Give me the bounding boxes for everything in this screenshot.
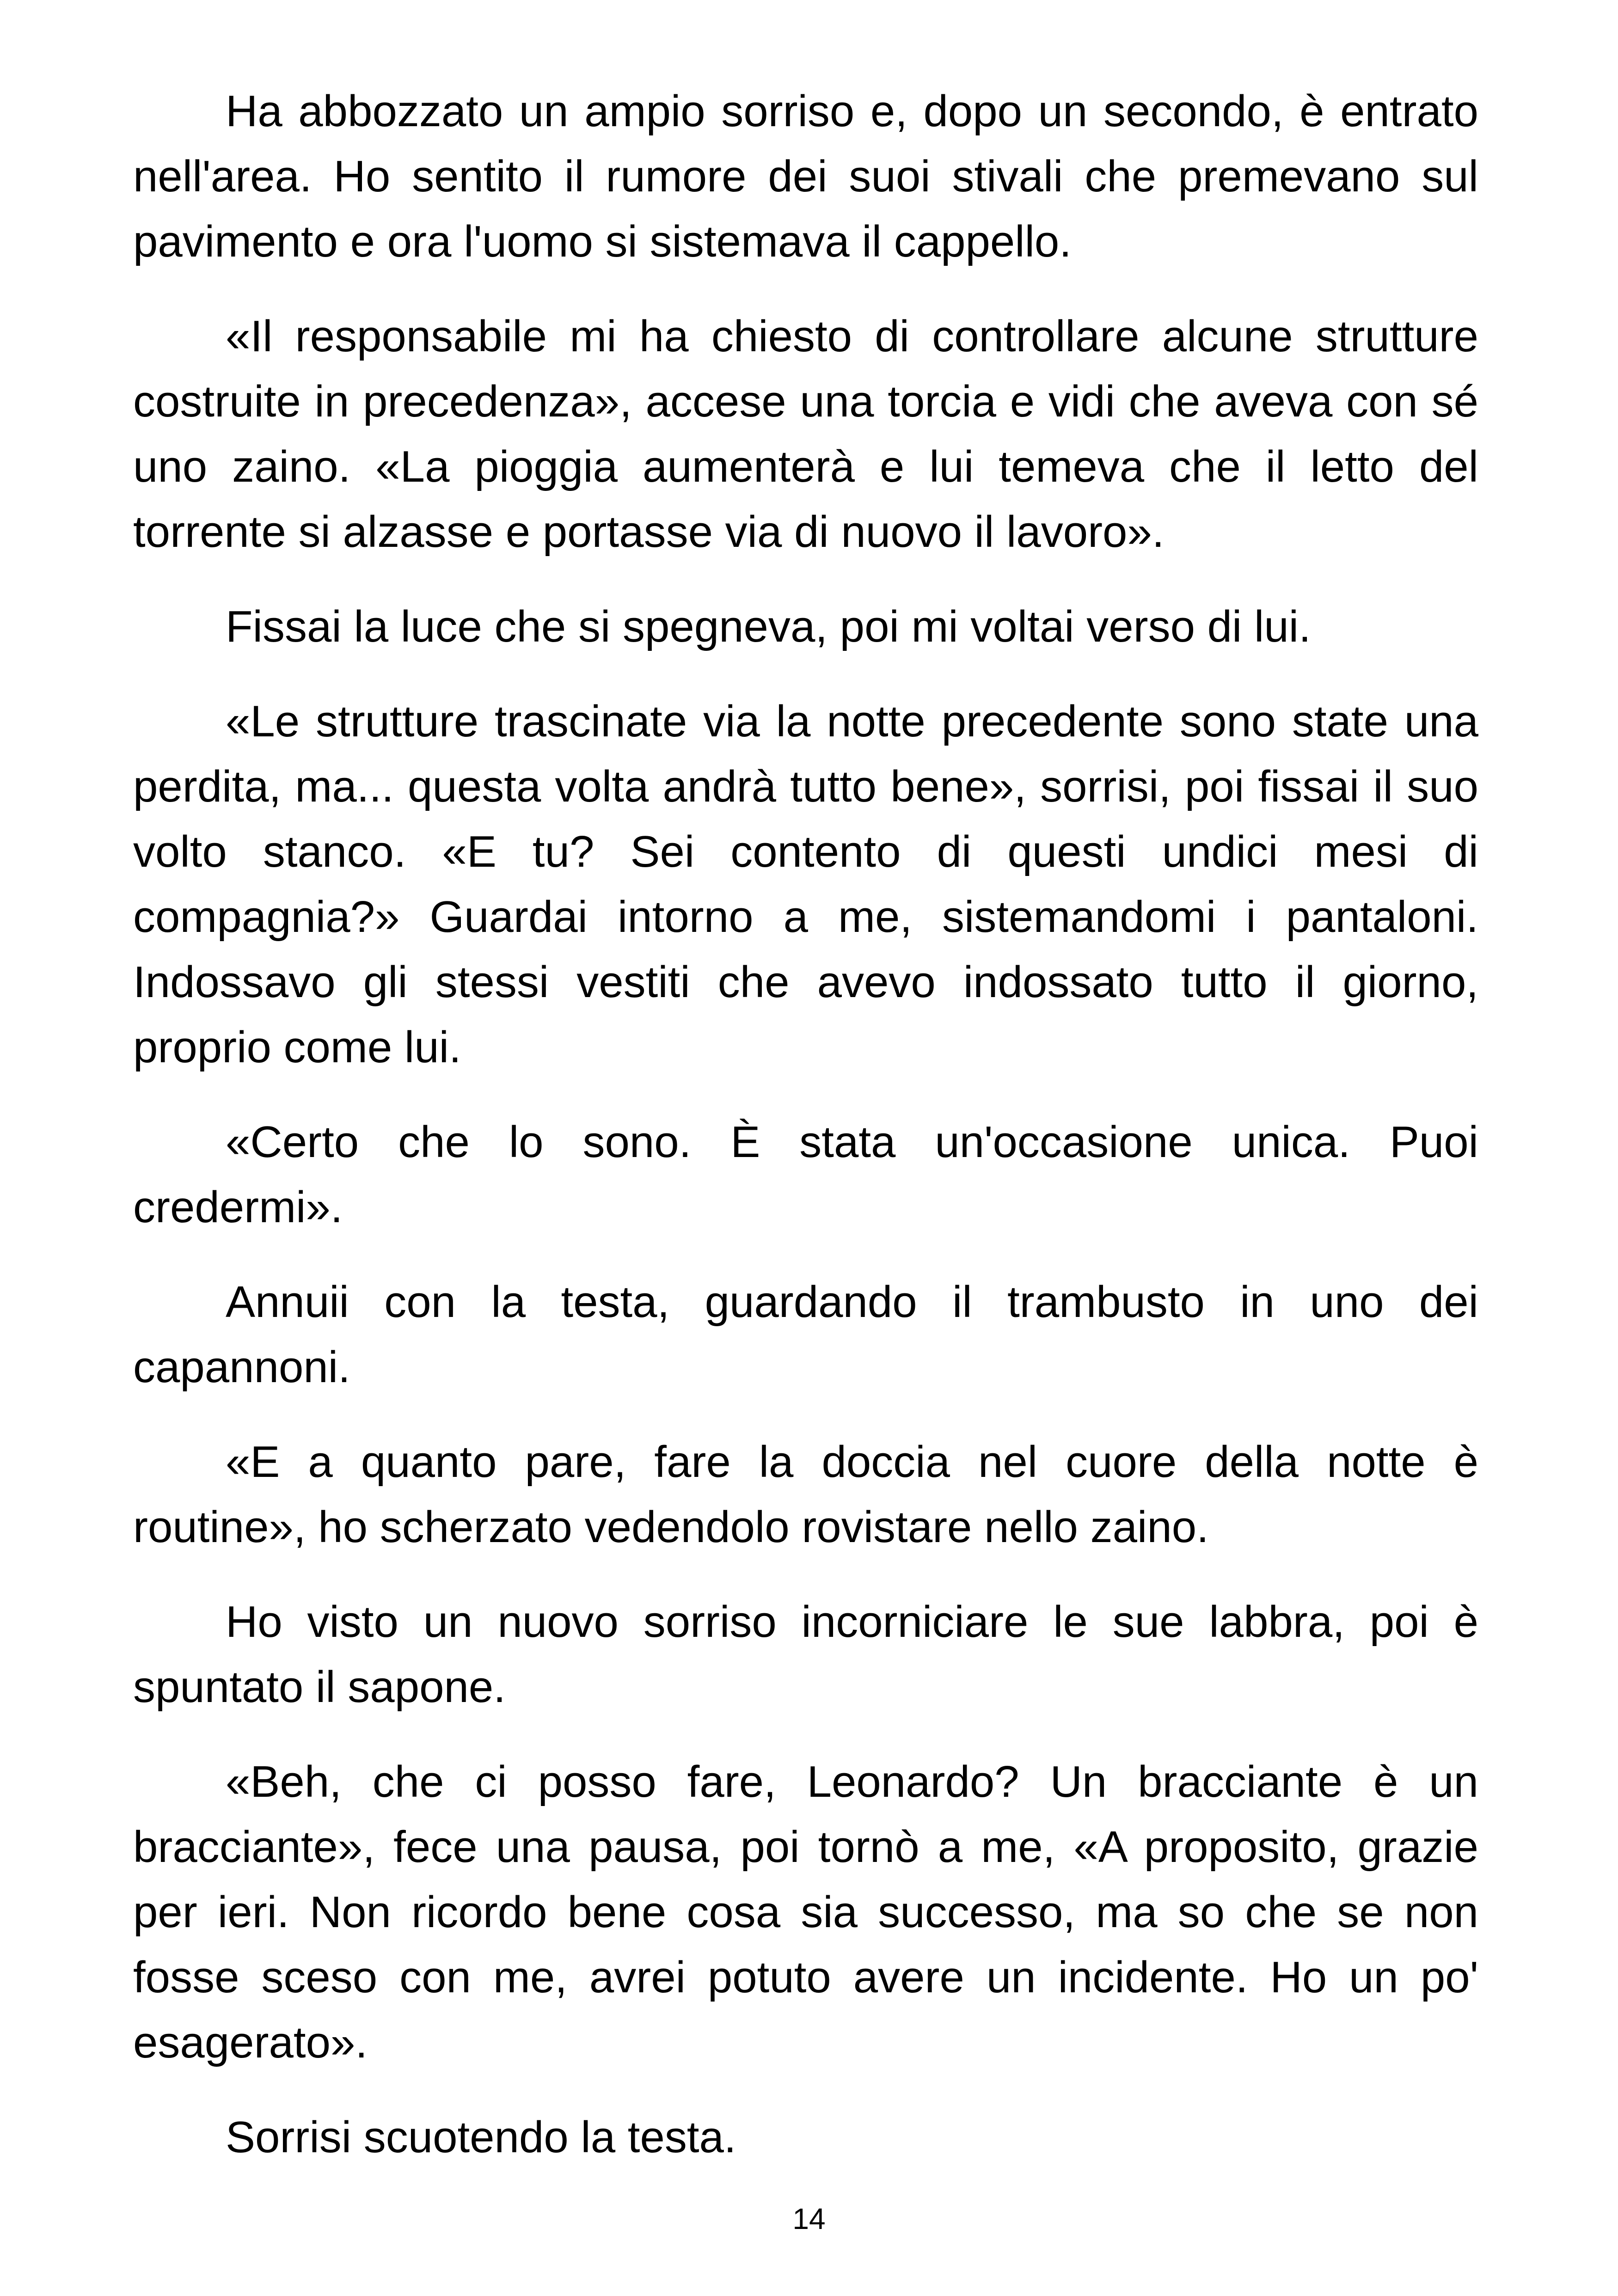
page-body xyxy=(133,79,1478,2199)
paragraph: Sorrisi scuotendo la testa. xyxy=(226,2112,736,2162)
paragraph: Fissai la luce che si spegneva, poi mi voltai verso di lui. xyxy=(226,602,1311,651)
paragraph: «Le strutture trascinate via la notte precedente sono state una perdita, ma... questa volta andrà tutto bene», sorrisi, poi fissai il suo volto stanco. «E tu? Sei contento di questi undici mesi di compagnia?» Guardai intorno a me, sistemandomi i pantaloni. Indossavo gli stessi vestiti che avevo indossato tutto il giorno, proprio come lui. xyxy=(133,697,1478,1072)
paragraph: «E a quanto pare, fare la doccia nel cuore della notte è routine», ho scherzato vedendolo rovistare nello zaino. xyxy=(133,1437,1478,1552)
paragraph: «Il responsabile mi ha chiesto di controllare alcune strutture costruite in precedenza», accese una torcia e vidi che aveva con sé uno zaino. «La pioggia aumenterà e lui temeva che il letto del torrente si alzasse e portasse via di nuovo il lavoro». xyxy=(133,312,1478,557)
paragraph: Ho visto un nuovo sorriso incorniciare le sue labbra, poi è spuntato il sapone. xyxy=(133,1597,1478,1712)
paragraph: «Beh, che ci posso fare, Leonardo? Un bracciante è un bracciante», fece una pausa, poi tornò a me, «A proposito, grazie per ieri. Non ricordo bene cosa sia successo, ma so che se non fosse sceso con me, avrei potuto avere un incidente. Ho un po' esagerato». xyxy=(133,1757,1478,2067)
paragraph: Ha abbozzato un ampio sorriso e, dopo un secondo, è entrato nell'area. Ho sentito il rumore dei suoi stivali che premevano sul pavimento e ora l'uomo si sistemava il cappello. xyxy=(133,86,1478,266)
paragraph: «Certo che lo sono. È stata un'occasione unica. Puoi credermi». xyxy=(133,1117,1478,1232)
page-number: 14 xyxy=(792,2202,826,2235)
paragraph: Annuii con la testa, guardando il trambusto in uno dei capannoni. xyxy=(133,1277,1478,1392)
